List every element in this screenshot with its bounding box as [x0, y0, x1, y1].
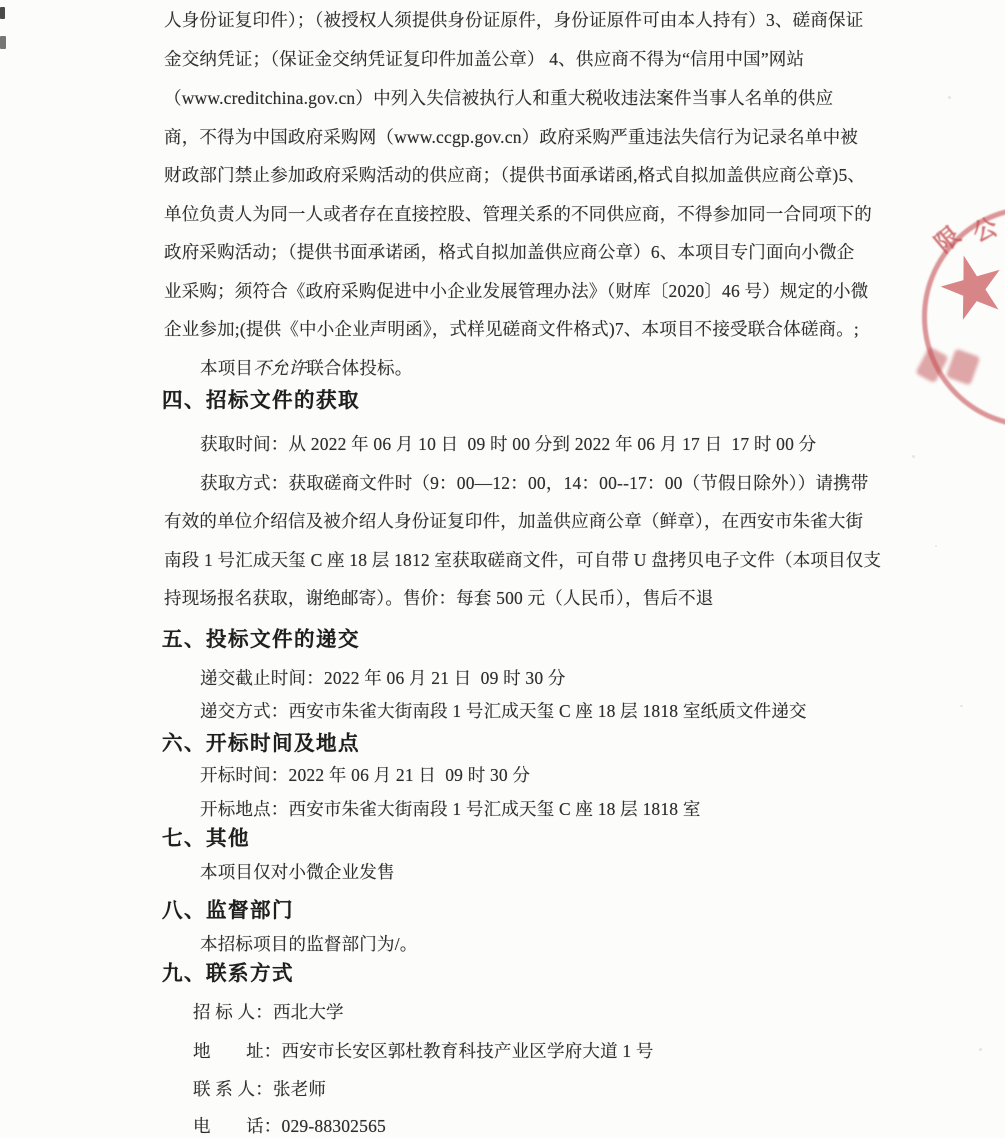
- intro-line-7: 政府采购活动；（提供书面承诺函，格式自拟加盖供应商公章）6、本项目专门面向小微企: [164, 242, 855, 262]
- scan-noise: [912, 455, 915, 458]
- sec8-body: 本招标项目的监督部门为/。: [200, 934, 418, 954]
- contact-phone: 电 话：029-88302565: [193, 1116, 386, 1136]
- sec7-body: 本项目仅对小微企业发售: [200, 862, 395, 882]
- no-consortium-emphasis: 不允许: [253, 358, 307, 378]
- intro-line-2: 金交纳凭证；（保证金交纳凭证复印件加盖公章） 4、供应商不得为“信用中国”网站: [164, 49, 805, 69]
- sec4-acquire-time: 获取时间：从 2022 年 06 月 10 日 09 时 00 分到 2022 年 06 月 17 日 17 时 00 分: [200, 434, 817, 454]
- contact-person: 联 系 人：张老师: [193, 1079, 327, 1099]
- no-consortium-pre: 本项目: [200, 358, 254, 378]
- sec4-method-line-3: 南段 1 号汇成天玺 C 座 18 层 1812 室获取磋商文件，可自带 U 盘拷贝电子文件（本项目仅支: [164, 550, 882, 570]
- intro-line-4: 商，不得为中国政府采购网（www.ccgp.gov.cn）政府采购严重违法失信行为记录名单中被: [164, 127, 858, 147]
- section-heading-6: 六、开标时间及地点: [162, 732, 360, 755]
- section-heading-8: 八、监督部门: [162, 899, 294, 922]
- intro-line-5: 财政部门禁止参加政府采购活动的供应商；（提供书面承诺函,格式自拟加盖供应商公章)5、: [164, 165, 866, 185]
- scan-noise: [960, 705, 963, 707]
- section-heading-4: 四、招标文件的获取: [162, 389, 360, 412]
- scan-noise: [979, 1048, 982, 1051]
- intro-line-3: （www.creditchina.gov.cn）中列入失信被执行人和重大税收违法案件当事人名单的供应: [164, 88, 834, 108]
- intro-line-6: 单位负责人为同一人或者存在直接控股、管理关系的不同供应商，不得参加同一合同项下的: [164, 204, 872, 224]
- sec6-open-place: 开标地点：西安市朱雀大街南段 1 号汇成天玺 C 座 18 层 1818 室: [200, 799, 701, 819]
- contact-address: 地 址：西安市长安区郭杜教育科技产业区学府大道 1 号: [193, 1041, 654, 1061]
- sec4-method-line-4: 持现场报名获取，谢绝邮寄）。售价：每套 500 元（人民币），售后不退: [164, 588, 714, 608]
- section-heading-7: 七、其他: [162, 827, 250, 850]
- section-heading-5: 五、投标文件的递交: [162, 628, 360, 651]
- scan-noise: [935, 545, 937, 547]
- section-heading-9: 九、联系方式: [162, 962, 294, 985]
- intro-line-1: 人身份证复印件）；（被授权人须提供身份证原件，身份证原件可由本人持有）3、磋商保证: [164, 10, 864, 30]
- scan-edge-mark-1: [0, 7, 5, 19]
- sec5-method: 递交方式：西安市朱雀大街南段 1 号汇成天玺 C 座 18 层 1818 室纸质文件递交: [200, 701, 807, 721]
- seal-arc-char-2: 公: [969, 214, 1002, 248]
- scan-noise: [948, 96, 951, 99]
- intro-line-9: 企业参加;(提供《中小企业声明函》，式样见磋商文件格式)7、本项目不接受联合体磋商。;: [164, 319, 859, 339]
- no-consortium-post: 联合体投标。: [306, 358, 413, 378]
- sec4-method-line-2: 有效的单位介绍信及被介绍人身份证复印件，加盖供应商公章（鲜章），在西安市朱雀大街: [164, 511, 864, 531]
- scan-edge-mark-2: [0, 36, 6, 49]
- sec4-method-line-1: 获取方式：获取磋商文件时（9：00—12：00，14：00--17：00（节假日除外））请携带: [200, 473, 869, 493]
- sec6-open-time: 开标时间：2022 年 06 月 21 日 09 时 30 分: [200, 765, 531, 785]
- sec5-deadline: 递交截止时间：2022 年 06 月 21 日 09 时 30 分: [200, 668, 566, 688]
- no-consortium-line: [200, 356, 412, 380]
- seal-arc-char-1: 限: [930, 222, 966, 258]
- contact-bidder: 招 标 人：西北大学: [193, 1002, 344, 1022]
- intro-line-8: 业采购；须符合《政府采购促进中小企业发展管理办法》（财库〔2020〕46 号）规定的小微: [164, 281, 869, 301]
